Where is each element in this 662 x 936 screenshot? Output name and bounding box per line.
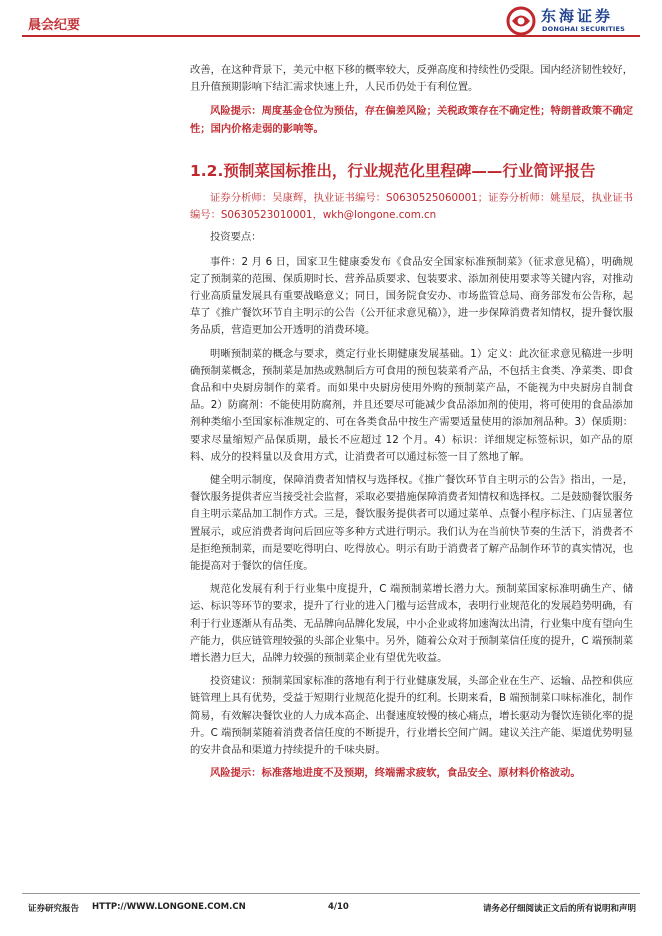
footer-website-link[interactable]: HTTP://WWW.LONGONE.COM.CN [92,902,246,912]
brand-name-cn: 东海证券 [541,7,614,25]
paragraph-definition: 明晰预制菜的概念与要求，奠定行业长期健康发展基础。1）定义：此次征求意见稿进一步明确预制菜概念，预制菜是加热或熟制后方可食用的预包装菜肴产品，不包括主食类、净菜类、即食食品和中央厨房制作的菜肴。而如果中央厨房使用外购的预制菜产品，不能视为中央厨房自制食品。2）防腐剂：不能使用防腐剂，并且还要尽可能减少食品添加剂的使用，将可使用的食品添加剂种类缩小至国家标准规定的、可在各类食品中按生产需要适量使用的添加剂品种。3）保质期：要求尽量缩短产品保质期，最长不应超过 12 个月。4）标识：详细规定标签标识，如产品的原料、成分的投料量以及食用方式，让消费者可以通过标签一目了然地了解。 [190,347,633,463]
section-body [190,190,633,783]
brand-logo [506,4,638,38]
intro-paragraph: 改善，在这种背景下，美元中枢下移的概率较大，反弹高度和持续性仍受限。国内经济韧性较好，且升值预期影响下结汇需求快速上升，人民币仍处于有利位置。 [190,64,633,94]
risk-note-1: 风险提示：周度基金仓位为预估，存在偏差风险；关税政策存在不确定性；特朗普政策不确定性；国内价格走弱的影响等。 [190,105,633,135]
paragraph-concentration: 规范化发展有利于行业集中度提升，C 端预制菜增长潜力大。预制菜国家标准明确生产、储运、标识等环节的要求，提升了行业的进入门槛与运营成本，表明行业规范化的发展趋势明确，有利于行业逐渐从有品类、无品牌向品牌化发展，中小企业或将加速淘汰出清，行业集中度有望向生产能力，供应链管理较强的头部企业集中。另外，随着公众对于预制菜信任度的提升，C 端预制菜增长潜力巨大，品牌力较强的预制菜企业有望优先收益。 [190,583,633,665]
paragraph-disclosure: 健全明示制度，保障消费者知情权与选择权。《推广餐饮环节自主明示的公告》指出，一是，餐饮服务提供者应当接受社会监督，采取必要措施保障消费者知情权和选择权。二是鼓励餐饮服务自主明示菜品加工制作方式。三是，餐饮服务提供者可以通过菜单、点餐小程序标注、门店显著位置展示，或应消费者询问后回应等多种方式进行明示。我们认为在当前快节奏的生活下，消费者不是拒绝预制菜，而是要吃得明白、吃得放心。明示有助于消费者了解产品制作环节的真实情况，也能提高对于餐饮的信任度。 [190,474,633,573]
paragraph-event: 事件：2 月 6 日，国家卫生健康委发布《食品安全国家标准预制菜》（征求意见稿），明确规定了预制菜的范围、保质期时长、营养品质要求、包装要求、添加剂使用要求等关键内容，对推动行业高质量发展具有重要战略意义；同日，国务院食安办、市场监管总局、商务部发布公告称，起草了《推广餐饮环节自主明示的公告（公开征求意见稿）》，进一步保障消费者知情权，提升餐饮服务品质，营造更加公开透明的消费环境。 [190,255,633,337]
footer-report-label: 证券研究报告 [28,904,80,914]
paragraph-investment-advice: 投资建议：预制菜国家标准的落地有利于行业健康发展，头部企业在生产、运输、品控和供应链管理上具有优势，受益于短期行业规范化提升的红利。长期来看，B 端预制菜口味标准化，制作简易，有效解决餐饮业的人力成本高企、出餐速度较慢的核心痛点，增长驱动为餐饮连锁化率的提升。C 端预制菜随着消费者信任度的不断提升，行业增长空间广阔。建议关注产能、渠道优势明显的安井食品和渠道力持续提升的千味央厨。 [190,675,633,757]
key-points-heading: 投资要点： [210,231,262,244]
section-title: 1.2.预制菜国标推出，行业规范化里程碑——行业简评报告 [190,162,596,180]
footer-divider [22,893,640,894]
intro-block [190,62,633,138]
analyst-info: 证券分析师：吴康辉，执业证书编号：S0630525060001；证券分析师：姚星辰，执业证书编号：S0630523010001，wkh@longone.com.cn [190,192,633,222]
footer-disclaimer: 请务必仔细阅读正文后的所有说明和声明 [482,904,636,914]
page-number: 4/10 [328,902,349,912]
header-divider [22,35,640,37]
brand-name-en: DONGHAI SECURITIES [542,25,626,33]
header-section-label: 晨会纪要 [28,18,81,33]
risk-note-2: 风险提示：标准落地进度不及预期，终端需求疲软，食品安全、原材料价格波动。 [210,767,581,780]
donghai-logo-icon [506,6,536,36]
